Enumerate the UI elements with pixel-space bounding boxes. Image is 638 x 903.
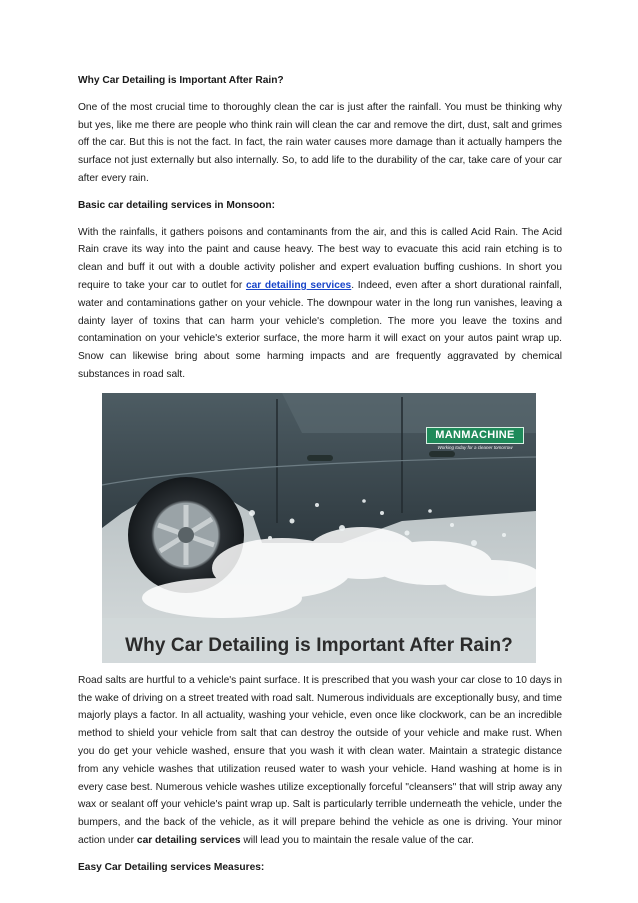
image-caption: Why Car Detailing is Important After Rain? [125, 634, 513, 656]
manmachine-logo [426, 427, 524, 452]
paragraph-acid-rain-text-1: With the rainfalls, it gathers poisons and contaminants from the air, and this is called Acid Rain. The Acid Rain crave its way into the paint and cause heavy. The best way to evacuate this acid rain etching is to clean and buff it out with a double activity polisher and expert evaluation buffing cushions. In short you require to take your car to outlet for [78, 226, 562, 291]
brand-tagline: Working today for a cleaner tomorrow [437, 444, 513, 450]
article-image [102, 393, 536, 663]
paragraph-road-salts [78, 672, 562, 850]
article-body [78, 72, 562, 886]
paragraph-acid-rain [78, 224, 562, 384]
heading-easy-measures: Easy Car Detailing services Measures: [78, 861, 265, 873]
paragraph-intro: One of the most crucial time to thoroughly clean the car is just after the rainfall. You must be thinking why but yes, like me there are people who think rain will clean the car and remove the dirt, dust, salt and grimes off the car. But this is not the fact. In fact, the rain water causes more damage than it actually hampers the surface not just externally but also internally. So, to add life to the durability of the car, take care of your car after every rain. [78, 101, 562, 184]
paragraph-acid-rain-text-2: . Indeed, even after a short durational rainfall, water and contaminations gather on your vehicle. The downpour water in the long run vanishes, leaving a dainty layer of toxins that can harm your vehicle's completion. The more you leave the toxins and contamination on your vehicle's exterior surface, the more harm it will exact on your autos paint wrap up. Snow can likewise bring about some harming impacts and are frequently aggravated by chemical substances in road salt. [78, 279, 562, 380]
paragraph-road-salts-text-1: Road salts are hurtful to a vehicle's paint surface. It is prescribed that you wash your car close to 10 days in the wake of driving on a street treated with road salt. Numerous individuals are exceptionally busy, and time majorly plays a factor. In all actuality, washing your vehicle, even once like clockwork, can be an incredible method to shield your vehicle from salt that can destroy the outside of your vehicle and make rust. When you do get your vehicle washed, ensure that you wash it with clean water. Maintain a strategic distance from any vehicle washes that utilization reused water to wash your vehicle. Hand washing at home is in every case best. Numerous vehicle washes utilize exceptionally forceful "cleansers" that will strip away any wax or sealant off your vehicle's paint wrap up. Salt is particularly terrible underneath the vehicle, under the bumpers, and the back of the vehicle, as it will prepare behind the vehicle as one is driving. Your minor action under [78, 674, 562, 846]
heading-why-detailing: Why Car Detailing is Important After Rain? [78, 75, 284, 86]
heading-monsoon-services: Basic car detailing services in Monsoon: [78, 199, 276, 211]
car-detailing-services-bold: car detailing services [136, 834, 241, 846]
car-detailing-services-link[interactable]: car detailing services [245, 279, 352, 291]
paragraph-road-salts-text-2: will lead you to maintain the resale value of the car. [240, 834, 474, 846]
brand-name: MANMACHINE [426, 427, 524, 444]
